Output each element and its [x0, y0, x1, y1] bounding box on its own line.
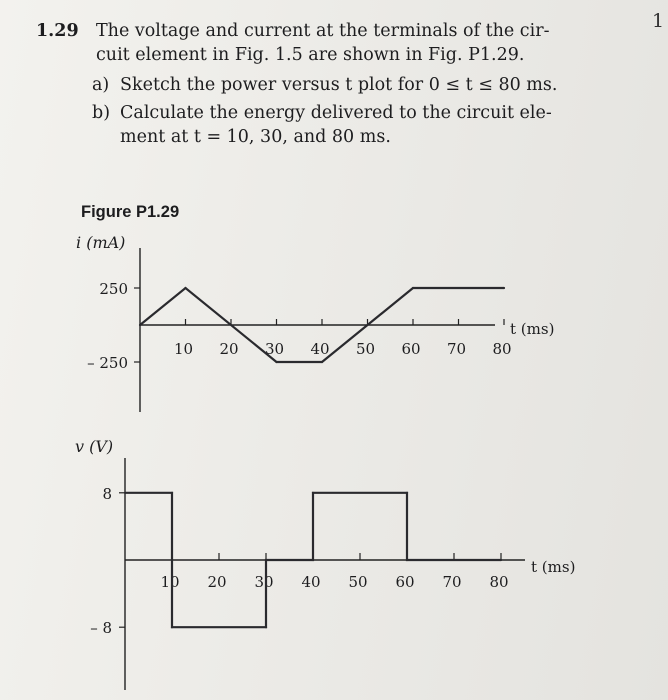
- problem-stem-line2: cuit element in Fig. 1.5 are shown in Fig. P1.29.: [96, 45, 525, 65]
- y-tick-label: 250: [99, 280, 128, 298]
- x-tick-label: 20: [207, 573, 227, 591]
- data-point: [275, 361, 277, 363]
- data-point: [312, 559, 314, 561]
- x-tick-label: 40: [310, 340, 330, 358]
- x-tick-label: 80: [489, 573, 509, 591]
- x-tick-label: 20: [219, 340, 239, 358]
- data-point: [265, 626, 267, 628]
- part-a-text: Sketch the power versus t plot for 0 ≤ t ≤ 80 ms.: [120, 75, 558, 95]
- problem-number: 1.29: [36, 21, 79, 41]
- part-b-text-line1: Calculate the energy delivered to the circuit ele-: [120, 103, 552, 123]
- part-b-text-line2: ment at t = 10, 30, and 80 ms.: [120, 127, 391, 147]
- y-tick-label: – 8: [90, 619, 112, 638]
- y-tick-label: – 250: [87, 354, 128, 372]
- figure-title: Figure P1.29: [81, 203, 180, 221]
- data-point: [412, 287, 414, 289]
- y-tick-label: 8: [102, 484, 112, 503]
- data-point: [321, 361, 323, 363]
- x-tick-label: 50: [348, 573, 368, 591]
- x-tick-label: 40: [301, 573, 321, 591]
- data-point: [500, 559, 502, 561]
- x-tick-label: 30: [264, 340, 285, 358]
- y-axis-label: i (mA): [76, 233, 126, 252]
- data-point: [406, 559, 408, 561]
- data-point: [171, 492, 173, 494]
- x-tick-label: 30: [254, 573, 274, 591]
- margin-mark: 1: [652, 10, 665, 32]
- data-point: [139, 324, 141, 326]
- data-point: [171, 626, 173, 628]
- problem-stem-line1: The voltage and current at the terminals of the cir-: [96, 21, 550, 41]
- x-axis-label: t (ms): [531, 558, 576, 576]
- x-tick-label: 70: [446, 340, 467, 358]
- data-point: [124, 492, 126, 494]
- x-tick-label: 60: [401, 340, 421, 358]
- part-a-label: a): [92, 75, 110, 95]
- x-tick-label: 70: [442, 573, 462, 591]
- data-point: [312, 492, 314, 494]
- x-tick-label: 10: [173, 340, 194, 358]
- data-point: [184, 287, 186, 289]
- data-point: [503, 287, 505, 289]
- x-tick-label: 80: [492, 340, 512, 358]
- x-tick-label: 10: [160, 573, 180, 591]
- data-point: [265, 559, 267, 561]
- x-tick-label: 50: [355, 340, 376, 358]
- x-axis-label: t (ms): [510, 320, 555, 338]
- data-point: [406, 492, 408, 494]
- part-b-label: b): [92, 103, 111, 123]
- y-axis-label: v (V): [75, 437, 114, 456]
- x-tick-label: 60: [395, 573, 415, 591]
